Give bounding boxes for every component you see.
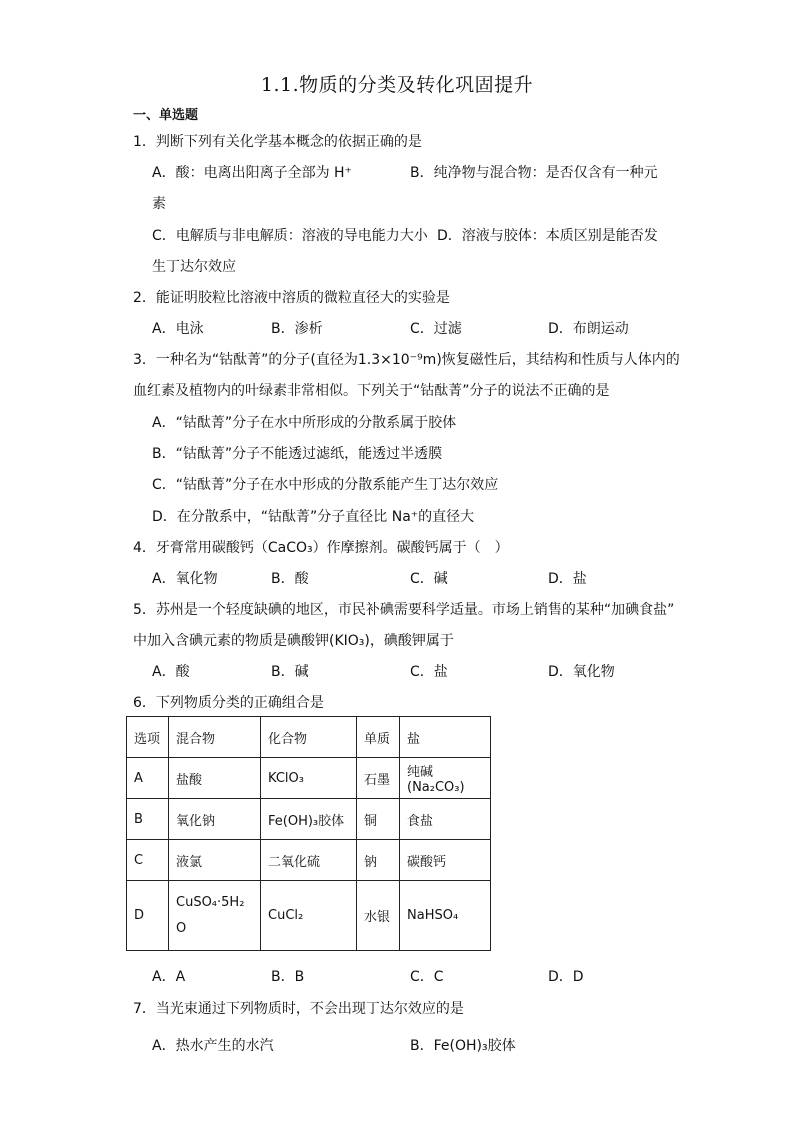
table-cell: Fe(OH)₃胶体 bbox=[261, 799, 357, 840]
question-5-stem-cont: 中加入含碘元素的物质是碘酸钾(KIO₃)，碘酸钾属于 bbox=[133, 633, 454, 649]
question-6-stem: 6．下列物质分类的正确组合是 bbox=[133, 695, 324, 711]
question-1-option-d: D．溶液与胶体：本质区别是能否发 bbox=[437, 228, 658, 244]
question-3-option-a: A．“钴酞菁”分子在水中所形成的分散系属于胶体 bbox=[152, 415, 457, 431]
question-3-stem-cont: 血红素及植物内的叶绿素非常相似。下列关于“钴酞菁”分子的说法不正确的是 bbox=[133, 383, 610, 399]
table-row bbox=[127, 881, 491, 951]
question-3-option-b: B．“钴酞菁”分子不能透过滤纸，能透过半透膜 bbox=[152, 446, 443, 462]
question-7-option-a: A．热水产生的水汽 bbox=[152, 1038, 274, 1054]
question-5-option-b: B．碱 bbox=[271, 664, 309, 680]
question-3-stem: 3．一种名为“钴酞菁”的分子(直径为1.3×10⁻⁹m)恢复磁性后，其结构和性质与人体内的 bbox=[133, 352, 680, 368]
question-1-stem: 1．判断下列有关化学基本概念的依据正确的是 bbox=[133, 134, 422, 150]
section-heading: 一、单选题 bbox=[133, 108, 199, 123]
table-header-cell: 单质 bbox=[357, 717, 400, 758]
table-header-cell: 选项 bbox=[127, 717, 169, 758]
question-2-option-d: D．布朗运动 bbox=[548, 321, 629, 337]
question-5-option-c: C．盐 bbox=[410, 664, 448, 680]
question-6-option-b: B．B bbox=[271, 969, 305, 985]
classification-table bbox=[126, 716, 491, 951]
table-cell: 食盐 bbox=[400, 799, 491, 840]
question-5-stem: 5．苏州是一个轻度缺碘的地区，市民补碘需要科学适量。市场上销售的某种“加碘食盐” bbox=[133, 602, 675, 618]
question-4-option-c: C．碱 bbox=[410, 571, 448, 587]
question-1-option-b-cont: 素 bbox=[152, 196, 166, 212]
table-cell: CuSO₄·5H₂O bbox=[169, 881, 261, 951]
table-cell: 石墨 bbox=[357, 758, 400, 799]
table-cell: 氧化钠 bbox=[169, 799, 261, 840]
question-6-option-d: D．D bbox=[548, 969, 584, 985]
question-2-option-c: C．过滤 bbox=[410, 321, 462, 337]
table-cell: NaHSO₄ bbox=[400, 881, 491, 951]
question-2-option-a: A．电泳 bbox=[152, 321, 204, 337]
table-header-cell: 盐 bbox=[400, 717, 491, 758]
table-cell: 碳酸钙 bbox=[400, 840, 491, 881]
table-cell: KClO₃ bbox=[261, 758, 357, 799]
question-4-option-b: B．酸 bbox=[271, 571, 309, 587]
question-1-option-b: B．纯净物与混合物：是否仅含有一种元 bbox=[410, 165, 658, 181]
table-cell: 纯碱(Na₂CO₃) bbox=[400, 758, 491, 799]
question-5-option-a: A．酸 bbox=[152, 664, 190, 680]
table-header-row bbox=[127, 717, 491, 758]
question-2-option-b: B．渗析 bbox=[271, 321, 323, 337]
question-1-option-d-cont: 生丁达尔效应 bbox=[152, 259, 236, 275]
question-6-option-c: C．C bbox=[410, 969, 444, 985]
question-4-option-a: A．氧化物 bbox=[152, 571, 218, 587]
table-cell: 二氧化硫 bbox=[261, 840, 357, 881]
page-title: 1.1.物质的分类及转化巩固提升 bbox=[260, 74, 534, 96]
question-7-option-b: B．Fe(OH)₃胶体 bbox=[410, 1038, 516, 1054]
table-cell: D bbox=[127, 881, 169, 951]
table-cell: CuCl₂ bbox=[261, 881, 357, 951]
question-4-stem: 4．牙膏常用碳酸钙（CaCO₃）作摩擦剂。碳酸钙属于（ ） bbox=[133, 540, 509, 556]
table-header-cell: 混合物 bbox=[169, 717, 261, 758]
table-cell: 铜 bbox=[357, 799, 400, 840]
question-6-option-a: A．A bbox=[152, 969, 186, 985]
table-row bbox=[127, 799, 491, 840]
table-cell: 水银 bbox=[357, 881, 400, 951]
table-cell: 盐酸 bbox=[169, 758, 261, 799]
question-1-option-a: A．酸：电离出阳离子全部为 H⁺ bbox=[152, 165, 352, 181]
question-1-option-c: C．电解质与非电解质：溶液的导电能力大小 bbox=[152, 228, 428, 244]
table-row bbox=[127, 758, 491, 799]
table-cell: 钠 bbox=[357, 840, 400, 881]
table-cell: B bbox=[127, 799, 169, 840]
table-cell: A bbox=[127, 758, 169, 799]
question-7-stem: 7．当光束通过下列物质时，不会出现丁达尔效应的是 bbox=[133, 1001, 464, 1017]
question-3-option-d: D．在分散系中，“钴酞菁”分子直径比 Na⁺的直径大 bbox=[152, 509, 475, 525]
table-row bbox=[127, 840, 491, 881]
table-cell: C bbox=[127, 840, 169, 881]
table-header-cell: 化合物 bbox=[261, 717, 357, 758]
question-5-option-d: D．氧化物 bbox=[548, 664, 615, 680]
question-2-stem: 2．能证明胶粒比溶液中溶质的微粒直径大的实验是 bbox=[133, 290, 450, 306]
question-3-option-c: C．“钴酞菁”分子在水中形成的分散系能产生丁达尔效应 bbox=[152, 477, 499, 493]
table-cell: 液氯 bbox=[169, 840, 261, 881]
question-4-option-d: D．盐 bbox=[548, 571, 587, 587]
